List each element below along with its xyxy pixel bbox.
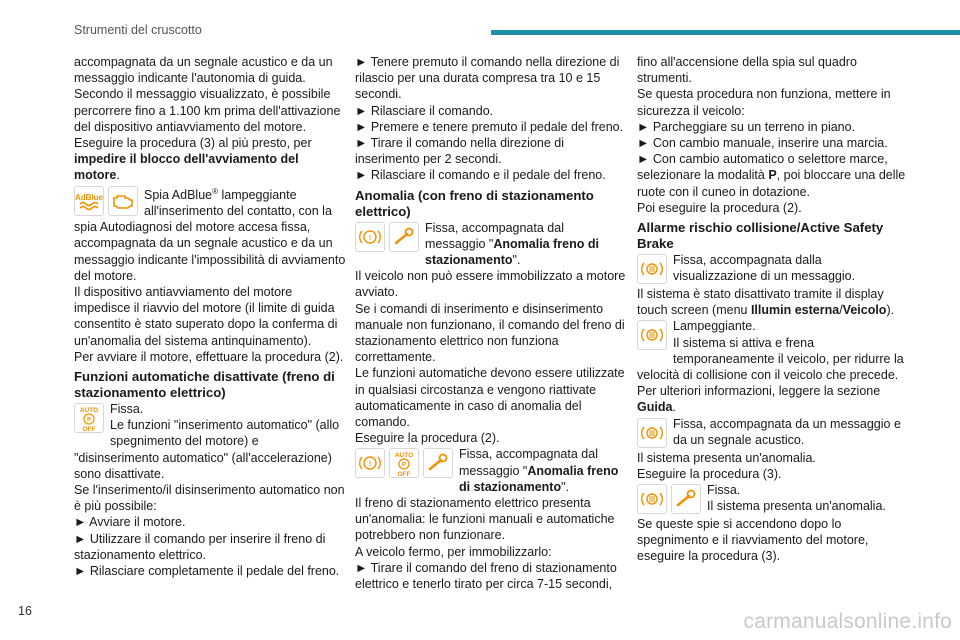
text: ► Con cambio automatico o selettore marce, selezionare la modalità [637, 152, 888, 183]
adblue-icon [74, 186, 104, 216]
paragraph [74, 135, 346, 184]
warning-icons [74, 186, 138, 216]
list-item: ► Utilizzare il comando per inserire il freno di stazionamento elettrico. [74, 531, 326, 562]
off-label: OFF [397, 471, 411, 478]
text: ". [561, 479, 570, 494]
paragraph: Fissa. [110, 402, 144, 417]
off-label: OFF [82, 426, 96, 433]
header-title: Strumenti del cruscotto [74, 23, 202, 37]
paragraph: Eseguire la procedura (3). [637, 466, 782, 481]
paragraph: Il sistema presenta un'anomalia. [637, 450, 816, 465]
parking-brake-fault-icon [355, 222, 385, 252]
warning-icons [355, 222, 419, 252]
wrench-icon [389, 222, 419, 252]
bold-text: P [768, 168, 777, 183]
text: Il sistema è stato disattivato tramite il display touch screen (menu [637, 287, 884, 318]
bold-text: Anomalia freno di stazionamento [425, 236, 599, 268]
bold-text: Anomalia freno di stazionamento [459, 463, 619, 494]
collision-alert-icon [637, 254, 667, 284]
text: ". [512, 253, 521, 268]
paragraph: Se i comandi di inserimento e disinserimento manuale non funzionano, il comando del freno di stazionamento elettrico non funziona correttamente. [355, 301, 625, 365]
list-item [637, 151, 909, 200]
wrench-icon [671, 484, 701, 514]
registered-mark: ® [212, 186, 219, 196]
auto-label: AUTO [79, 407, 99, 415]
text: Spia AdBlue [144, 187, 213, 202]
svg-text:!: ! [368, 461, 372, 469]
text: ). [886, 303, 895, 318]
paragraph: fino all'accensione della spia sul quadro strumenti. [637, 55, 857, 86]
paragraph: accompagnata da un segnale acustico e da un messaggio indicante l'autonomia di guida. [74, 55, 333, 86]
paragraph: Il sistema presenta un'anomalia. [707, 499, 886, 514]
wrench-icon [423, 448, 453, 478]
list-item: ► Avviare il motore. [74, 515, 186, 530]
parking-brake-fault-icon [355, 448, 385, 478]
text: Fissa, accompagnata dal messaggio " [459, 447, 598, 478]
bold-text: Illumin esterna [750, 303, 840, 318]
paragraph: Il freno di stazionamento elettrico presenta un'anomalia: le funzioni manuali e automatiche potrebbero non funzionare. [355, 496, 615, 543]
paragraph: Il sistema si attiva e frena temporaneamente il veicolo, per ridurre la velocità di collisione con il veicolo che precede. [637, 335, 904, 383]
text: , poi bloccare una delle ruote con il cuneo in dotazione. [637, 168, 906, 199]
list-item: ► Tenere premuto il comando nella direzione di rilascio per una durata compresa tra 10 e 15 secondi. [355, 55, 620, 102]
section-heading: Allarme rischio collisione/Active Safety Brake [637, 220, 884, 252]
text: lampeggiante all'inserimento del contatto, con la spia Autodiagnosi del motore accesa fissa, accompagnata da un segnale acustico e da un messaggio indicante l'impossibilità di avviamento del motore. [74, 187, 346, 283]
bold-text: Veicolo [842, 303, 887, 318]
paragraph: Fissa, accompagnata da un messaggio e da un segnale acustico. [673, 416, 901, 447]
list-item: ► Tirare il comando nella direzione di inserimento per 2 secondi. [355, 136, 565, 167]
list-item: ► Con cambio manuale, inserire una marcia. [637, 136, 888, 151]
collision-alert-icon [637, 320, 667, 350]
warning-icons [355, 448, 453, 478]
warning-icons [637, 254, 667, 284]
auto-label: AUTO [394, 452, 414, 460]
bold-text: impedire il blocco dell'avviamento del motore [74, 152, 299, 183]
svg-text:P: P [401, 462, 407, 469]
paragraph: Le funzioni automatiche devono essere utilizzate in qualsiasi circostanza e vengono riattivate automaticamente in caso di anomalia del comando. [355, 366, 625, 430]
paragraph: Fissa. [707, 483, 741, 498]
paragraph: Secondo il messaggio visualizzato, è possibile percorrere fino a 1.100 km prima dell'attivazione del dispositivo antiavviamento del motore. [74, 87, 341, 134]
section-heading: Anomalia (con freno di stazionamento elettrico) [355, 187, 594, 219]
paragraph: Se questa procedura non funziona, mettere in sicurezza il veicolo: [637, 87, 891, 118]
warning-icons [637, 484, 701, 514]
section-heading: Funzioni automatiche disattivate (freno di stazionamento elettrico) [74, 369, 335, 401]
engine-check-icon [108, 186, 138, 216]
list-item: ► Tirare il comando del freno di stazionamento elettrico e tenerlo tirato per circa 7-15 secondi, [355, 560, 617, 592]
column-3 [637, 54, 909, 565]
text: Eseguire la procedura (3) al più presto, per [74, 136, 312, 151]
list-item: ► Rilasciare il comando e il pedale del freno. [355, 168, 606, 183]
paragraph: A veicolo fermo, per immobilizzarlo: [355, 544, 552, 559]
paragraph: Il veicolo non può essere immobilizzato a motore avviato. [355, 269, 626, 300]
text: . [116, 168, 120, 183]
paragraph: Lampeggiante. [673, 319, 756, 334]
collision-alert-icon [637, 418, 667, 448]
page-number: 16 [18, 604, 32, 618]
list-item: ► Rilasciare completamente il pedale del freno. [74, 564, 340, 579]
warning-icons [637, 418, 667, 448]
paragraph: Le funzioni "inserimento automatico" (allo spegnimento del motore) e "disinserimento automatico" (all'accelerazione) sono disattivate. [74, 418, 340, 481]
watermark: carmanualsonline.info [743, 610, 952, 633]
paragraph [637, 286, 909, 318]
paragraph: Fissa, accompagnata dalla visualizzazione di un messaggio. [673, 253, 856, 284]
warning-icons [74, 403, 104, 433]
text: Per ulteriori informazioni, leggere la sezione [637, 384, 881, 399]
paragraph: Se l'inserimento/il disinserimento automatico non è più possibile: [74, 483, 345, 514]
text: / [839, 303, 843, 318]
warning-icons [637, 320, 667, 350]
paragraph: Se queste spie si accendono dopo lo spegnimento e il riavviamento del motore, eseguire la procedura (3). [637, 517, 869, 564]
auto-off-icon [389, 448, 419, 478]
list-item: ► Rilasciare il comando. [355, 103, 494, 118]
bold-text: Guida [637, 400, 673, 415]
list-item: ► Premere e tenere premuto il pedale del freno. [355, 119, 624, 134]
column-1 [74, 54, 346, 579]
header-accent-bar [491, 30, 960, 35]
paragraph: Poi eseguire la procedura (2). [637, 200, 802, 215]
auto-off-icon [74, 403, 104, 433]
paragraph: Per avviare il motore, effettuare la procedura (2). [74, 349, 344, 364]
paragraph: Eseguire la procedura (2). [355, 431, 500, 446]
collision-alert-icon [637, 484, 667, 514]
adblue-label: AdBlue [75, 192, 103, 202]
list-item: ► Parcheggiare su un terreno in piano. [637, 119, 856, 134]
paragraph [637, 383, 909, 415]
text: Fissa, accompagnata dal messaggio " [425, 220, 564, 251]
svg-text:!: ! [368, 234, 372, 242]
paragraph: Il dispositivo antiavviamento del motore impedisce il riavvio del motore (il limite di guida consentito è stato superato dopo la conferma di un'anomalia del sistema antinquinamento). [74, 285, 338, 348]
text: . [672, 400, 676, 415]
svg-text:P: P [86, 417, 92, 424]
column-2 [355, 54, 627, 592]
